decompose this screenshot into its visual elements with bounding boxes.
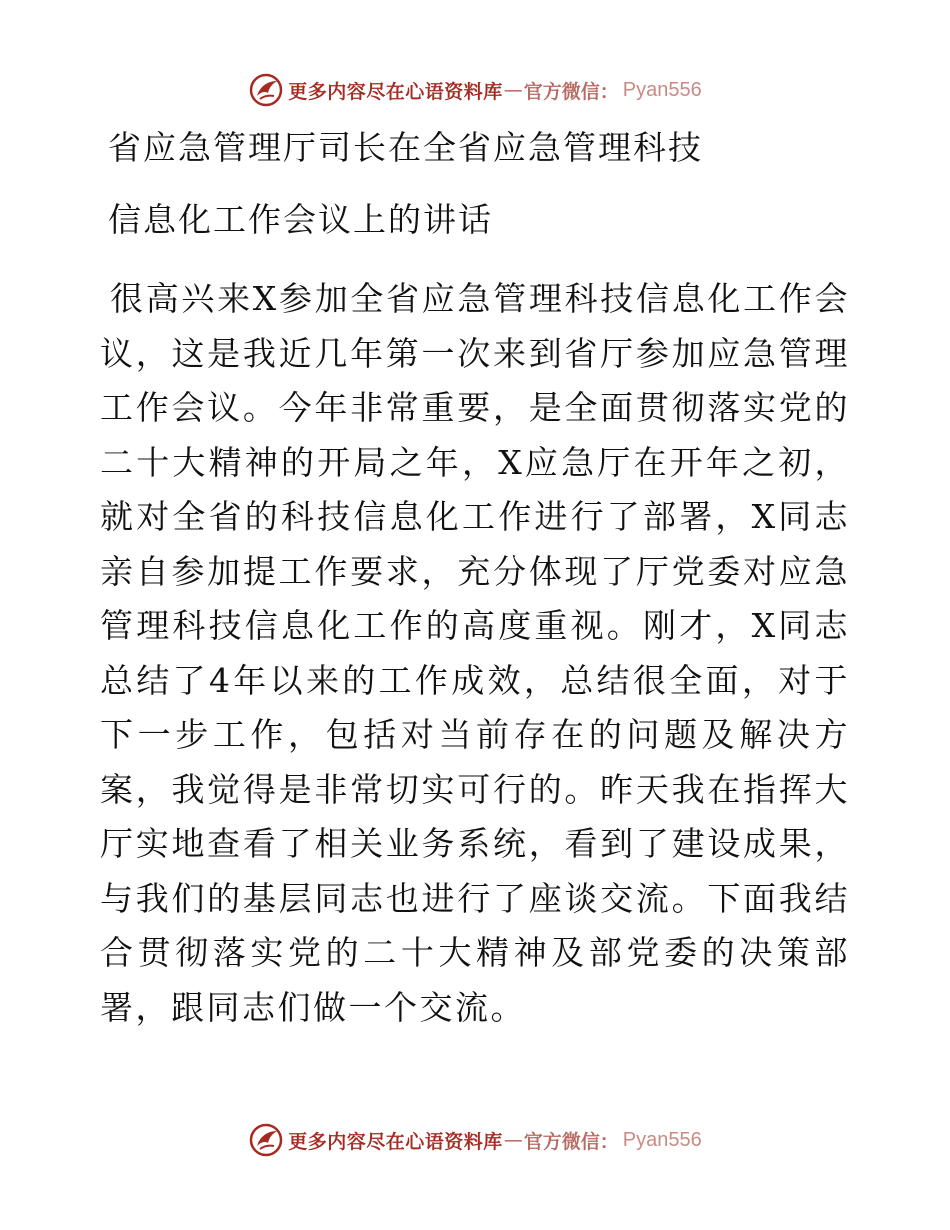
watermark-handle: Pyan556 <box>622 1128 702 1151</box>
document-title-line-2: 信息化工作会议上的讲话 <box>108 200 493 239</box>
watermark-wechat-label: 官方微信： <box>523 80 619 103</box>
wing-badge-icon <box>248 1122 284 1158</box>
body-paragraph: 很高兴来X参加全省应急管理科技信息化工作会议，这是我近几年第一次来到省厅参加应急管理工作会议。今年非常重要，是全面贯彻落实党的二十大精神的开局之年，X应急厅在开年之初，就对全省的科技信息化工作进行了部署，X同志亲自参加提工作要求，充分体现了厅党委对应急管理科技信息化工作的高度重视。刚才，X同志总结了4年以来的工作成效，总结很全面，对于下一步工作，包括对当前存在的问题及解决方案，我觉得是非常切实可行的。昨天我在指挥大厅实地查看了相关业务系统，看到了建设成果，与我们的基层同志也进行了座谈交流。下面我结合贯彻落实党的二十大精神及部党委的决策部署，跟同志们做一个交流。 <box>100 279 850 1027</box>
wing-badge-icon <box>248 72 284 108</box>
watermark-brand: 更多内容尽在心语资料库 <box>288 80 503 103</box>
watermark-dash: — <box>503 1129 523 1151</box>
document-title-line-1: 省应急管理厅司长在全省应急管理科技 <box>108 128 703 167</box>
watermark-dash: — <box>503 79 523 101</box>
footer-watermark <box>0 1120 950 1160</box>
watermark-brand: 更多内容尽在心语资料库 <box>288 1130 503 1153</box>
watermark-wechat-label: 官方微信： <box>523 1130 619 1153</box>
header-watermark <box>0 70 950 110</box>
watermark-handle: Pyan556 <box>622 78 702 101</box>
